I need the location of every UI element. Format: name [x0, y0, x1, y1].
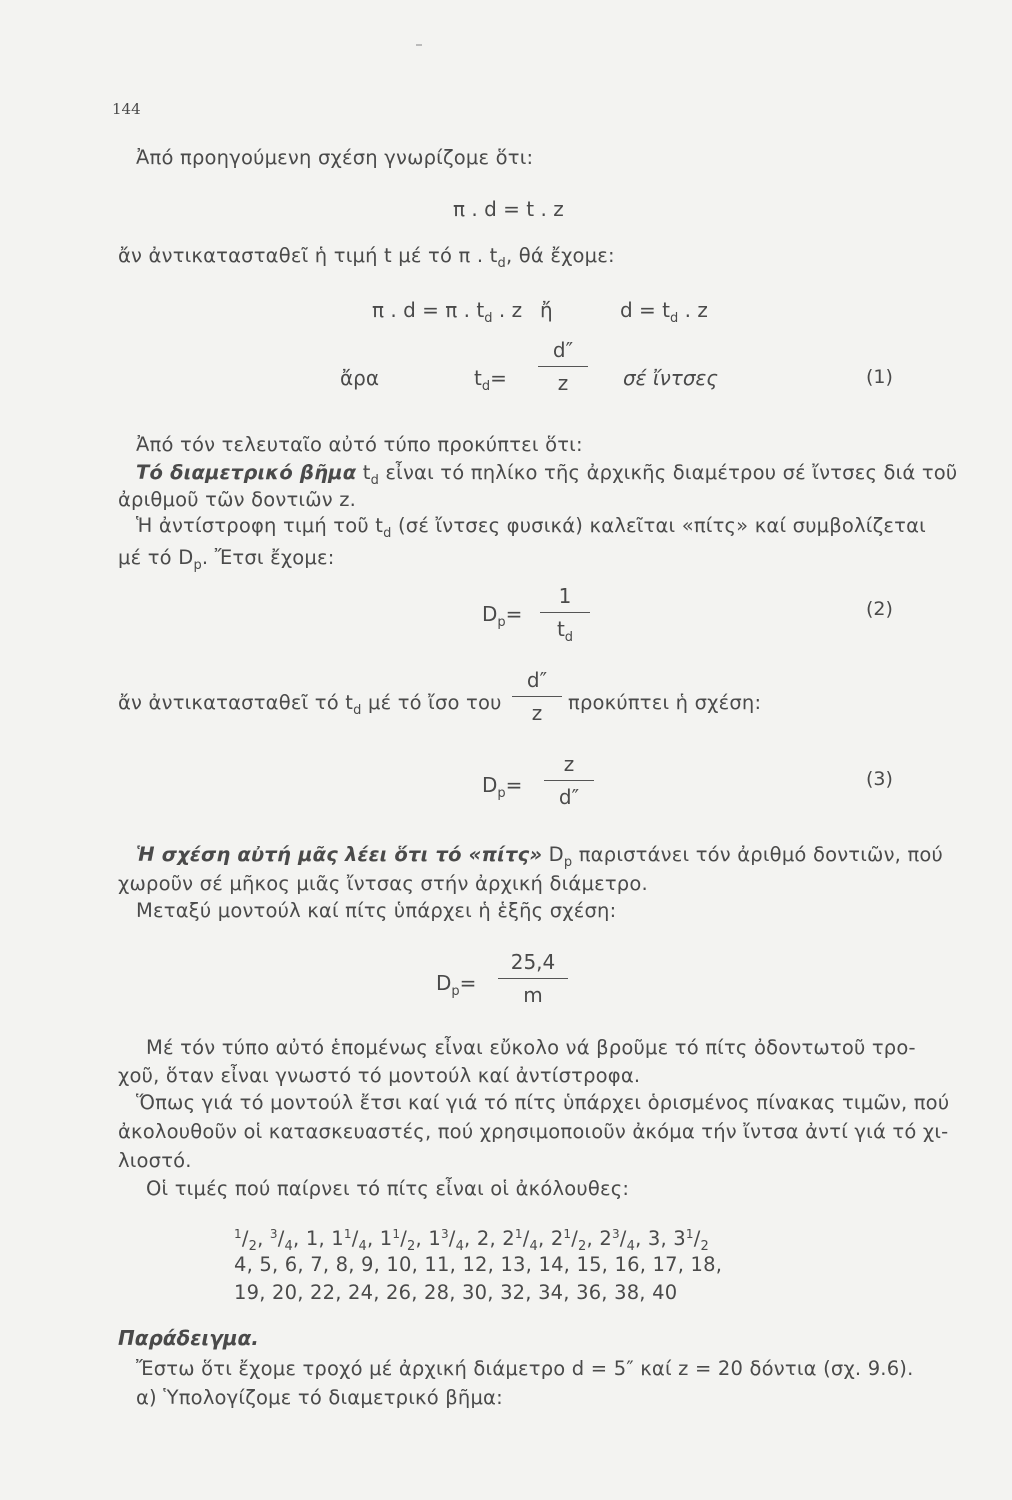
equation-line-2a [372, 298, 522, 326]
replace-line-sub: d [497, 256, 506, 271]
eq2-bar [540, 612, 590, 613]
eq2-number: (2) [866, 598, 893, 620]
replace2-mid: μέ τό ἴσο του [361, 691, 502, 714]
replace-line [118, 243, 615, 276]
pitch-value-whole: 2 [476, 1227, 490, 1250]
eq3-lhs [482, 773, 522, 801]
eq2-lhs-sub: p [497, 615, 506, 630]
paragraph-last-formula: Ἀπό τόν τελευταῖο αὐτό τύπο προκύπτει ὅτι: [136, 433, 583, 456]
paragraph-easy-line1: Μέ τόν τύπο αὐτό ἑπομένως εἶναι εὔκολο νά βροῦμε τό πίτς ὀδοντωτοῦ τρο- [146, 1036, 916, 1059]
paragraph-inverse-line2 [118, 545, 335, 578]
replace2-sub: d [353, 703, 362, 718]
inverse-l2b: . Ἔτσι ἔχομε: [201, 546, 335, 569]
pitch-value-denominator: 4 [626, 1239, 636, 1254]
meaning-d: D [542, 843, 564, 866]
eq1-number: (1) [866, 366, 893, 388]
pitch-value-numerator: 3 [611, 1227, 620, 1241]
pitch-value-numerator: 1 [685, 1227, 694, 1241]
pitch-value-whole: 2 [599, 1227, 612, 1250]
pitch-value-denominator: 4 [529, 1239, 538, 1254]
replace2-numerator: d″ [526, 668, 548, 692]
pitch-value-denominator: 2 [248, 1239, 258, 1254]
pitch-value [502, 1227, 538, 1254]
inverse-l1b: (σέ ἴντσες φυσικά) καλεῖται «πίτς» καί συμβολίζεται [391, 514, 926, 537]
equation-line-2b [620, 298, 708, 326]
eq4-equals: = [459, 971, 477, 995]
ara-label: ἄρα [340, 366, 380, 390]
paragraph-pitch-line2: ἀριθμοῦ τῶν δοντιῶν z. [118, 488, 357, 511]
eq1-equals: = [490, 366, 507, 390]
replace2-fraction [512, 668, 562, 725]
eq1-bar [538, 366, 588, 367]
paragraph-module: Μεταξύ μοντούλ καί πίτς ὑπάρχει ἡ ἑξῆς σχέση: [136, 899, 617, 922]
comma-separator: , [538, 1227, 551, 1250]
values-row-2: 4, 5, 6, 7, 8, 9, 10, 11, 12, 13, 14, 15, 16, 17, 18, [234, 1253, 723, 1276]
pitch-value-denominator: 4 [284, 1239, 294, 1254]
pitch-sub: d [370, 473, 380, 488]
pitch-value-denominator: 2 [578, 1239, 587, 1254]
eq2-den-sub: d [564, 630, 574, 645]
pitch-value [234, 1227, 258, 1254]
eq2b-part1: d = t [620, 298, 671, 322]
eq1-denominator: z [557, 371, 569, 395]
pitch-value-numerator: 1 [563, 1227, 572, 1241]
eq2-equals: = [505, 602, 523, 626]
eq4-denominator: m [523, 983, 543, 1007]
eq2b-part2: . z [678, 298, 708, 322]
inverse-l2sub: p [193, 558, 202, 573]
pitch-value [428, 1227, 465, 1254]
comma-separator: , [366, 1227, 380, 1250]
paragraph-table-line3: λιοστό. [118, 1149, 192, 1172]
comma-separator: , [586, 1227, 600, 1250]
paragraph-table-line2: ἀκολουθοῦν οἱ κατασκευαστές, πού χρησιμοποιοῦν ἀκόμα τήν ἴντσα ἀντί γιά τό χι- [118, 1120, 949, 1143]
eq2-denominator [540, 617, 590, 650]
pitch-value-denominator: 4 [358, 1239, 367, 1254]
pitch-value-numerator: 1 [234, 1227, 242, 1241]
pitch-value-whole: 1 [305, 1227, 319, 1250]
eq3-bar [544, 780, 594, 781]
inverse-l1sub: d [383, 526, 392, 541]
pitch-value-numerator: 1 [343, 1227, 352, 1241]
eq2-lhs [482, 602, 522, 630]
eq3-equals: = [505, 773, 523, 797]
pitch-t: t [356, 461, 371, 484]
page-number: 144 [112, 100, 141, 118]
eq4-lhs [436, 971, 476, 999]
comma-separator: , [415, 1227, 429, 1250]
paragraph-values-intro: Οἱ τιμές πού παίρνει τό πίτς εἶναι οἱ ἀκόλουθες: [146, 1177, 630, 1200]
replace-line-pre: ἄν ἀντικατασταθεῖ ἡ τιμή t μέ τό π . t [118, 244, 498, 267]
eq2a-sub: d [484, 311, 493, 326]
pitch-value-whole: 2 [502, 1227, 515, 1250]
eq3-denominator: d″ [558, 785, 580, 809]
paragraph-table-line1: Ὅπως γιά τό μοντούλ ἔτσι καί γιά τό πίτς ὑπάρχει ὁρισμένος πίνακας τιμῶν, πού [136, 1091, 950, 1114]
eq4-lhs-sub: p [451, 984, 460, 999]
eq3-lhs-d: D [482, 773, 498, 797]
comma-separator: , [293, 1227, 306, 1250]
equation-pi-d: π . d = t . z [453, 197, 564, 221]
comma-separator: , [257, 1227, 270, 1250]
pitch-value-whole: 1 [428, 1227, 441, 1250]
values-row-3: 19, 20, 22, 24, 26, 28, 30, 32, 34, 36, 38, 40 [234, 1281, 678, 1304]
example-line1: Ἔστω ὅτι ἔχομε τροχό μέ ἀρχική διάμετρο d = 5″ καί z = 20 δόντια (σχ. 9.6). [136, 1357, 914, 1380]
pitch-value [550, 1227, 587, 1254]
inverse-l2a: μέ τό D [118, 546, 194, 569]
pitch-value-numerator: 3 [440, 1227, 449, 1241]
pitch-value [477, 1227, 490, 1250]
eq1-lhs-t: t [474, 366, 482, 390]
comma-separator: , [635, 1227, 648, 1250]
pitch-value-slash: / [448, 1227, 456, 1250]
pitch-value-whole: 2 [550, 1227, 564, 1250]
pitch-value-whole: 3 [647, 1227, 661, 1250]
eq1-numerator: d″ [552, 338, 574, 362]
eq1-lhs [474, 366, 507, 394]
paragraph-inverse-line1 [136, 513, 926, 546]
eq2-lhs-d: D [482, 602, 498, 626]
pitch-value [306, 1227, 319, 1250]
pitch-rest: εἶναι τό πηλίκο τῆς ἀρχικῆς διαμέτρου σέ ἴντσες διά τοῦ [379, 461, 958, 484]
replace2-post: προκύπτει ἡ σχέση: [568, 691, 762, 714]
eq1-fraction [538, 338, 588, 395]
pitch-value [673, 1227, 710, 1254]
replace2-denominator: z [531, 701, 543, 725]
pitch-value-numerator: 1 [514, 1227, 523, 1241]
eq2-fraction [540, 584, 590, 650]
comma-separator: , [660, 1227, 674, 1250]
comma-separator: , [489, 1227, 503, 1250]
eq4-numerator: 25,4 [510, 950, 556, 974]
inverse-l1a: Ἡ ἀντίστροφη τιμή τοῦ t [136, 514, 384, 537]
pitch-value-numerator: 1 [392, 1227, 401, 1241]
eq2a-part2: . z [492, 298, 523, 322]
comma-separator: , [464, 1227, 477, 1250]
meaning-bold: Ἡ σχέση αὐτή μᾶς λέει ὅτι τό «πίτς» [136, 843, 543, 866]
eq2-numerator: 1 [558, 584, 572, 608]
eq2a-part1: π . d = π . t [372, 298, 485, 322]
pitch-value-whole: 3 [673, 1227, 686, 1250]
replace2-bar [512, 696, 562, 697]
eq4-lhs-d: D [436, 971, 452, 995]
replace-line-post: , θά ἔχομε: [505, 244, 615, 267]
pitch-value-whole: 1 [379, 1227, 393, 1250]
scan-speck [416, 44, 422, 46]
replace2-pre: ἄν ἀντικατασταθεῖ τό t [118, 691, 354, 714]
eq3-numerator: z [563, 752, 575, 776]
paragraph-easy-line2: χοῦ, ὅταν εἶναι γνωστό τό μοντούλ καί ἀντίστροφα. [118, 1064, 641, 1087]
pitch-value-slash: / [277, 1227, 285, 1250]
pitch-value [269, 1227, 294, 1254]
pitch-value-denominator: 2 [407, 1239, 416, 1254]
pitch-value-slash: / [693, 1227, 701, 1250]
pitch-value-slash: / [619, 1227, 627, 1250]
pitch-value [648, 1227, 661, 1250]
pitch-value-denominator: 4 [455, 1239, 465, 1254]
pitch-value [599, 1227, 636, 1254]
eq3-number: (3) [866, 768, 893, 790]
pitch-value-denominator: 2 [700, 1239, 710, 1254]
pitch-value-slash: / [400, 1227, 408, 1250]
pitch-value-whole: 1 [331, 1227, 344, 1250]
example-line2: α) Ὑπολογίζομε τό διαμετρικό βῆμα: [136, 1386, 503, 1409]
eq1-unit: σέ ἴντσες [623, 366, 719, 390]
eq4-fraction [498, 950, 568, 1007]
eq2b-sub: d [670, 311, 679, 326]
eq1-lhs-sub: d [481, 379, 491, 394]
equation-or: ἤ [540, 298, 553, 322]
eq2-den-t: t [556, 617, 565, 641]
pitch-value-slash: / [241, 1227, 249, 1250]
pitch-value-slash: / [351, 1227, 359, 1250]
pitch-value-slash: / [522, 1227, 530, 1250]
comma-separator: , [318, 1227, 332, 1250]
replace2-text [118, 690, 502, 723]
pitch-value [379, 1227, 416, 1254]
eq3-lhs-sub: p [497, 786, 506, 801]
pitch-bold: Τό διαμετρικό βῆμα [136, 461, 357, 484]
intro-line: Ἀπό προηγούμενη σχέση γνωρίζομε ὅτι: [136, 146, 534, 169]
eq4-bar [498, 978, 568, 979]
eq3-fraction [544, 752, 594, 809]
pitch-value-slash: / [571, 1227, 579, 1250]
pitch-value [331, 1227, 367, 1254]
meaning-rest: παριστάνει τόν ἀριθμό δοντιῶν, πού [572, 843, 944, 866]
pitch-value-numerator: 3 [269, 1227, 278, 1241]
paragraph-meaning-line2: χωροῦν σέ μῆκος μιᾶς ἴντσας στήν ἀρχική διάμετρο. [118, 872, 648, 895]
meaning-sub: p [563, 855, 573, 870]
example-heading: Παράδειγμα. [118, 1326, 259, 1350]
